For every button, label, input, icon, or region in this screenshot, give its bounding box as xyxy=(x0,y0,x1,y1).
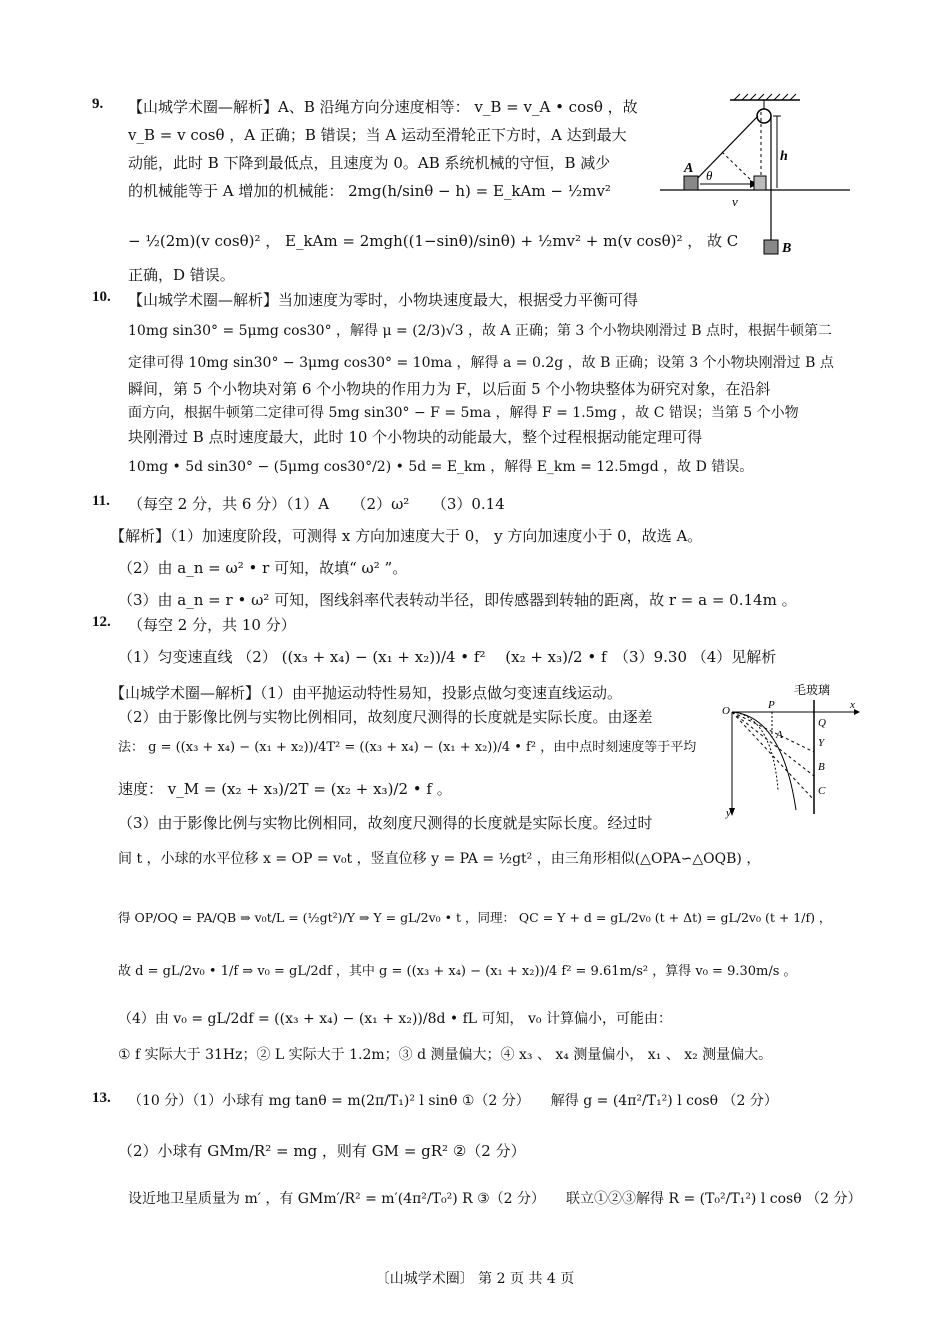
q12-line-5: 法： g = ((x₃ + x₄) − (x₁ + x₂))/4T² = ((x₃ + x₄) − (x₁ + x₂))/4 • f² ，由中点时刻速度等于平均 xyxy=(118,740,697,755)
q9-line-2: v_B = v cosθ ，A 正确；B 错误；当 A 运动至滑轮正下方时，A 达到最大 xyxy=(128,126,627,144)
pulley-figure xyxy=(660,92,850,262)
figure-label-A: A xyxy=(684,161,694,176)
fig2-label-A: A xyxy=(776,729,783,741)
fig2-label-y: y xyxy=(726,807,731,819)
q10-line-7: 10mg • 5d sin30° − (5μmg cos30°/2) • 5d = E_km ，解得 E_km = 12.5mgd ，故 D 错误。 xyxy=(128,459,754,475)
q12-line-4: （2）由于影像比例与实物比例相同，故刻度尺测得的长度就是实际长度。由逐差 xyxy=(118,708,653,726)
q9-line-1: 【山城学术圈—解析】A、B 沿绳方向分速度相等： v_B = v_A • cosθ ，故 xyxy=(128,98,638,116)
q10-line-2: 10mg sin30° = 5μmg cos30° ，解得 μ = (2/3)√3 ，故 A 正确；第 3 个小物块刚滑过 B 点时，根据牛顿第二 xyxy=(128,323,832,339)
q11-line-2: 【解析】（1）加速度阶段，可测得 x 方向加速度大于 0， y 方向加速度小于 0，故选 A。 xyxy=(110,527,703,545)
fig2-label-C: C xyxy=(818,785,826,797)
q12-line-10: 故 d = gL/2v₀ • 1/f ⇒ v₀ = gL/2df ，其中 g = ((x₃ + x₄) − (x₁ + x₂))/4 f² = 9.61m/s² ，算得 v₀ = 9.30m/s 。 xyxy=(118,964,797,979)
fig2-label-B: B xyxy=(818,761,825,773)
q9-line-4: 的机械能等于 A 增加的机械能： 2mg(h/sinθ − h) = E_kAm − ½mv² xyxy=(128,182,611,200)
fig2-label-Y: Y xyxy=(818,737,825,749)
q10-line-5: 面方向，根据牛顿第二定律可得 5mg sin30° − F = 5ma ，解得 F = 1.5mg ，故 C 错误；当第 5 个小物 xyxy=(128,405,799,421)
q12-line-9: 得 OP/OQ = PA/QB ⇒ v₀t/L = (½gt²)/Y ⇒ Y = gL/2v₀ • t ，同理： QC = Y + d = gL/2v₀ (t + Δt) = gL/2v₀ (t + 1/f) ， xyxy=(118,910,832,925)
pulley xyxy=(757,109,771,123)
projectile-figure xyxy=(722,680,862,820)
question-9-number: 9. xyxy=(92,96,104,112)
figure-label-h: h xyxy=(780,149,788,164)
page-footer: 〔山城学术圈〕 第 2 页 共 4 页 xyxy=(375,1271,575,1287)
q10-line-3: 定律可得 10mg sin30° − 3μmg cos30° = 10ma ，解得 a = 0.2g ，故 B 正确；设第 3 个小物块刚滑过 B 点 xyxy=(128,355,834,371)
question-12-number: 12. xyxy=(92,614,111,630)
q12-line-7: （3）由于影像比例与实物比例相同，故刻度尺测得的长度就是实际长度。经过时 xyxy=(118,814,653,832)
figure-label-theta: θ xyxy=(706,168,713,183)
q12-line-2: （1）匀变速直线 （2） ((x₃ + x₄) − (x₁ + x₂))/4 • f² (x₂ + x₃)/2 • f （3）9.30 （4）见解析 xyxy=(118,648,777,666)
q9-line-5: − ½(2m)(v cosθ)² ， E_kAm = 2mgh((1−sinθ)/sinθ) + ½mv² + m(v cosθ)² ， 故 C xyxy=(128,232,739,250)
q9-line-3: 动能，此时 B 下降到最低点，且速度为 0。AB 系统机械的守恒，B 减少 xyxy=(128,154,611,172)
figure-label-v: v xyxy=(732,194,738,209)
q9-line-6: 正确，D 错误。 xyxy=(128,266,235,284)
fig2-label-x: x xyxy=(850,699,855,711)
question-10-number: 10. xyxy=(92,289,111,305)
q12-line-1: （每空 2 分，共 10 分） xyxy=(128,616,296,634)
q10-line-1: 【山城学术圈—解析】当加速度为零时，小物块速度最大，根据受力平衡可得 xyxy=(128,291,639,309)
question-13-number: 13. xyxy=(92,1090,111,1106)
q10-line-6: 块刚滑过 B 点时速度最大，此时 10 个小物块的动能最大，整个过程根据动能定理可得 xyxy=(128,428,703,446)
q11-line-3: （2）由 a_n = ω² • r 可知，故填“ ω² ”。 xyxy=(118,559,408,577)
q10-line-4: 瞬间，第 5 个小物块对第 6 个小物块的作用力为 F，以后面 5 个小物块整体为研究对象，在沿斜 xyxy=(128,380,771,398)
question-11-number: 11. xyxy=(92,493,110,509)
figure-label-B: B xyxy=(782,241,792,256)
q12-line-6: 速度： v_M = (x₂ + x₃)/2T = (x₂ + x₃)/2 • f 。 xyxy=(118,780,452,798)
q12-line-11: （4）由 v₀ = gL/2df = ((x₃ + x₄) − (x₁ + x₂))/8d • fL 可知， v₀ 计算偏小，可能由： xyxy=(118,1011,672,1027)
fig2-label-O: O xyxy=(722,705,730,717)
q12-line-3: 【山城学术圈—解析】（1）由平抛运动特性易知，投影点做匀变速直线运动。 xyxy=(110,684,623,702)
fig2-label-glass: 毛玻璃 xyxy=(794,683,831,697)
q12-line-12: ① f 实际大于 31Hz；② L 实际大于 1.2m；③ d 测量偏大；④ x₃ 、 x₄ 测量偏小， x₁ 、 x₂ 测量偏大。 xyxy=(118,1047,773,1063)
q11-line-1: （每空 2 分，共 6 分）（1）A （2）ω² （3）0.14 xyxy=(128,495,505,513)
q13-line-2: （2）小球有 GMm/R² = mg ，则有 GM = gR² ②（2 分） xyxy=(118,1142,526,1160)
q13-line-3: 设近地卫星质量为 m′ ，有 GMm′/R² = m′(4π²/T₀²) R ③（2 分） 联立①②③解得 R = (T₀²/T₁²) l cosθ （2 分） xyxy=(128,1191,862,1207)
fig2-label-P: P xyxy=(768,699,775,711)
q13-line-1: （10 分）（1）小球有 mg tanθ = m(2π/T₁)² l sinθ ①（2 分） 解得 g = (4π²/T₁²) l cosθ （2 分） xyxy=(128,1093,778,1109)
q11-line-4: （3）由 a_n = r • ω² 可知，图线斜率代表转动半径，即传感器到转轴的距离，故 r = a = 0.14m 。 xyxy=(118,591,797,609)
q12-line-8: 间 t ，小球的水平位移 x = OP = v₀t ，竖直位移 y = PA = ½gt² ，由三角形相似(△OPA∽△OQB) ， xyxy=(118,851,761,867)
fig2-label-Q: Q xyxy=(818,717,826,729)
